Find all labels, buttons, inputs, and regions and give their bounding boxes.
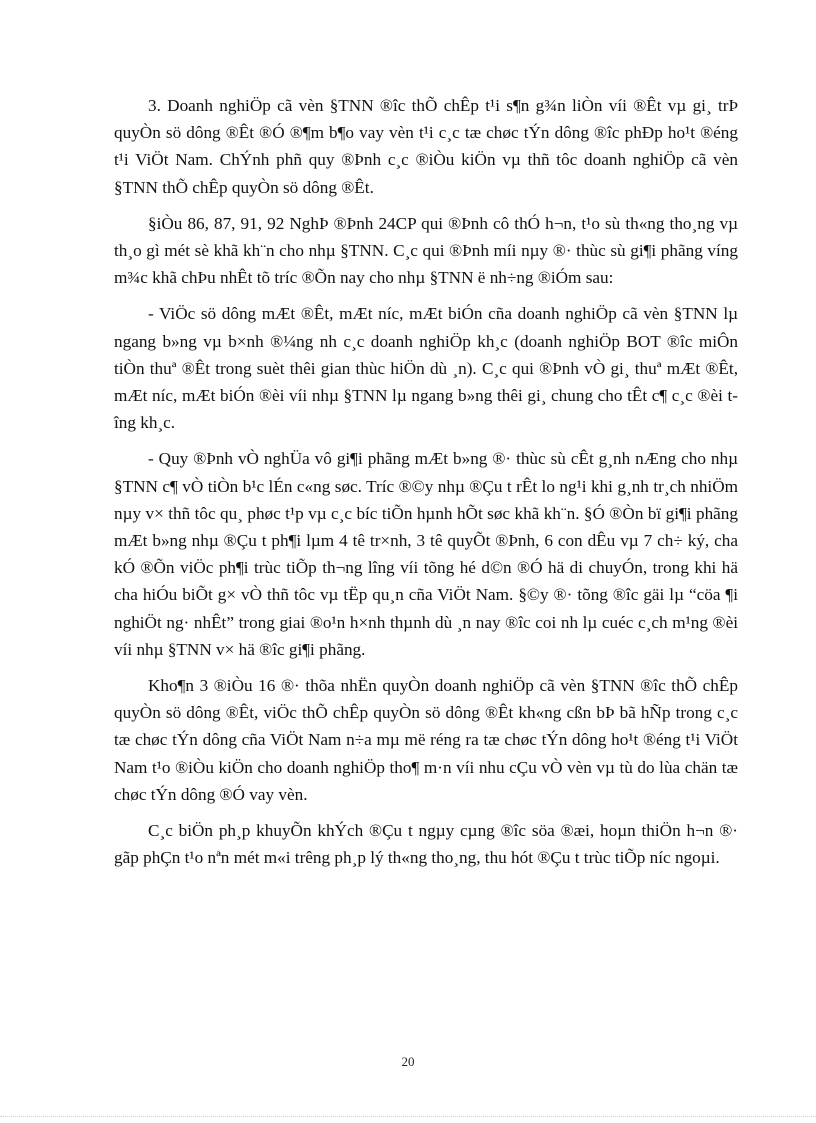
page-number: 20 — [401, 1054, 415, 1069]
paragraph-article-16: Kho¶n 3 ®iÒu 16 ®· thõa nhËn quyÒn doanh nghiÖp cã vèn §TNN ®îc thÕ chÊp quyÒn sö dông ®Êt, viÖc thÕ chÊp quyÒn sö dông ®Êt kh«ng cßn bÞ bã hÑp trong c¸c tæ chøc tÝn dông cña ViÖt Nam n÷a mµ më réng ra tæ chøc tÝn dông ho¹t ®éng t¹i ViÖt Nam t¹o ®iÒu kiÖn cho doanh nghiÖp tho¶ m·n víi nhu cÇu vÒ vèn vµ tù do lùa chän tæ chøc tÝn dông ®Ó vay vèn. — [114, 676, 738, 804]
page-bottom-divider — [0, 1116, 816, 1117]
paragraph-decree-24cp: §iÒu 86, 87, 91, 92 NghÞ ®Þnh 24CP qui ®Þnh cô thÓ h¬n, t¹o sù th«ng tho¸ng vµ th¸o gì mét sè khã kh¨n cho nhµ §TNN. C¸c qui ®Þnh míi nµy ®· thùc sù gi¶i phãng víng m¾c khã chÞu nhÊt tõ tríc ®Õn nay cho nhµ §TNN ë nh÷ng ®iÓm sau: — [114, 213, 738, 288]
paragraph-investment-measures: C¸c biÖn ph¸p khuyÕn khÝch ®Çu t ngµy cµng ®îc söa ®æi, hoµn thiÖn h¬n ®· gãp phÇn t¹o nªn mét m«i trêng ph¸p lý th«ng tho¸ng, thu hót ®Çu t trùc tiÕp níc ngoµi. — [114, 821, 738, 868]
paragraph-land-use-equality: - ViÖc sö dông mÆt ®Êt, mÆt níc, mÆt biÓn cña doanh nghiÖp cã vèn §TNN lµ ngang b»ng vµ b×nh ®¼ng nh c¸c doanh nghiÖp kh¸c (doanh nghiÖp BOT ®îc miÔn tiÒn thuª ®Êt trong suèt thêi gian thùc hiÖn dù ¸n). C¸c qui ®Þnh vÒ gi¸ thuª mÆt ®Êt, mÆt níc, mÆt biÓn ®èi víi nhµ §TNN lµ ngang b»ng thêi gi¸ chung cho tÊt c¶ c¸c ®èi tîng kh¸c. — [114, 304, 738, 433]
paragraph-site-clearance: - Quy ®Þnh vÒ nghÜa vô gi¶i phãng mÆt b»ng ®· thùc sù cÊt g¸nh nÆng cho nhµ §TNN c¶ vÒ tiÒn b¹c lÉn c«ng søc. Tríc ®©y nhµ ®Çu t rÊt lo ng¹i khi g¸nh tr¸ch nhiÖm nµy v× thñ tôc qu¸ phøc t¹p vµ c¸c bíc tiÕn hµnh hÕt søc khã kh¨n. §Ó ®Òn bï gi¶i phãng mÆt b»ng nhµ ®Çu t ph¶i lµm 4 tê tr×nh, 3 tê quyÕt ®Þnh, 6 con dÊu vµ 7 ch÷ ký, cha kÓ ®Õn viÖc ph¶i trùc tiÕp th¬ng lîng víi tõng hé d©n ®Ó hä di chuyÓn, trong khi hä cha hiÓu biÕt g× vÒ thñ tôc vµ tËp qu¸n cña ViÖt Nam. §©y ®· tõng ®îc gäi lµ “cöa ¶i nghiÖt ng· nhÊt” trong giai ®o¹n h×nh thµnh dù ¸n nay ®îc coi nh lµ cuéc c¸ch m¹ng ®èi víi nhµ §TNN v× hä ®îc gi¶i phãng. — [114, 449, 738, 659]
paragraph-mortgage-rights: 3. Doanh nghiÖp cã vèn §TNN ®îc thÕ chÊp t¹i s¶n g¾n liÒn víi ®Êt vµ gi¸ trÞ quyÒn sö dông ®Êt ®Ó ®¶m b¶o vay vèn t¹i c¸c tæ chøc tÝn dông ®îc phÐp ho¹t ®éng t¹i ViÖt Nam. ChÝnh phñ quy ®Þnh c¸c ®iÒu kiÖn vµ thñ tôc doanh nghiÖp cã vèn §TNN thÕ chÊp quyÒn sö dông ®Êt. — [114, 96, 738, 197]
document-body — [114, 92, 738, 880]
